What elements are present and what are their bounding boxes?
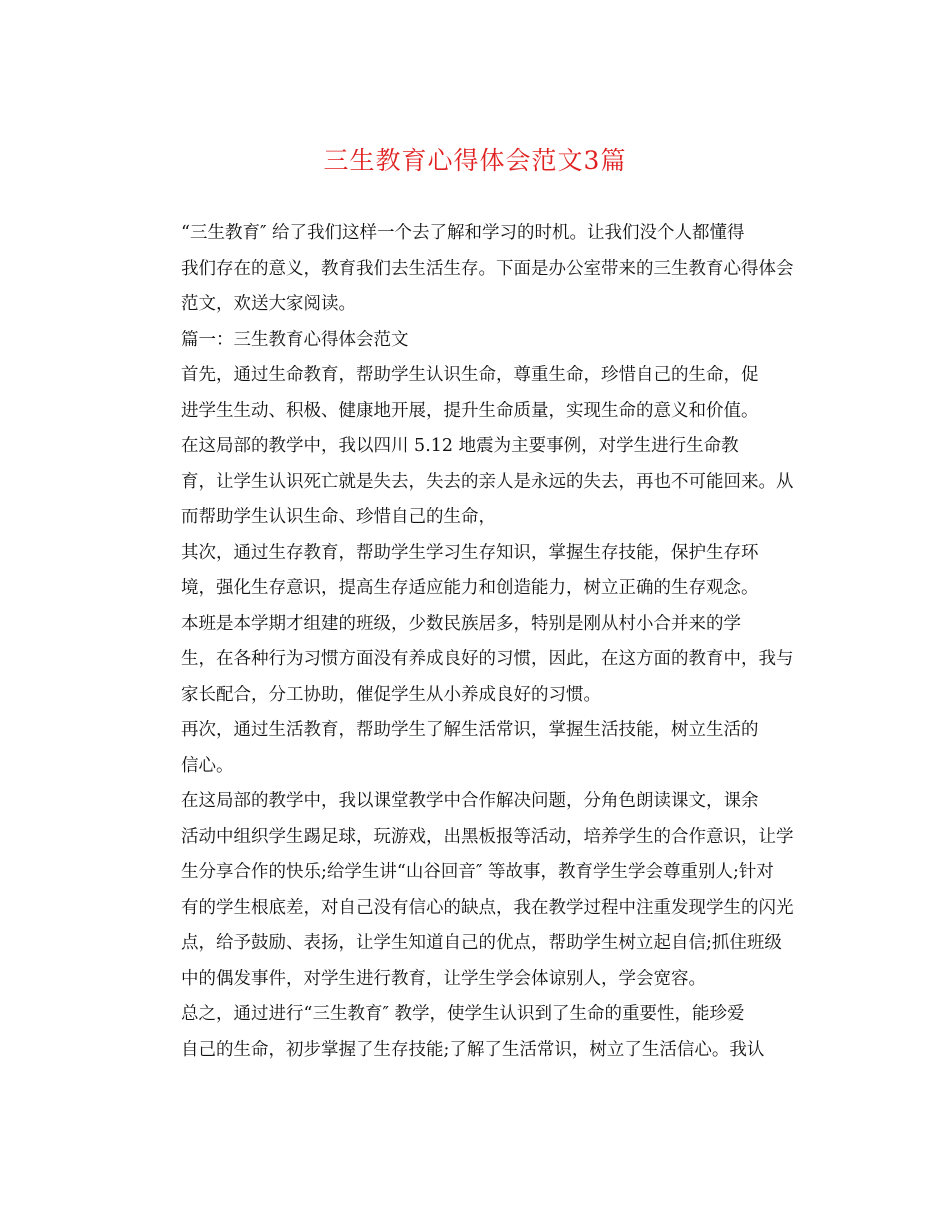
- paragraph-earthquake-example: [146, 429, 808, 536]
- text-line: 而帮助学生认识生命、珍惜自己的生命，: [181, 507, 496, 527]
- text-line: 信心。: [181, 755, 234, 776]
- text-line: 总之，通过进行“三生教育″ 教学，使学生认识到了生命的重要性，能珍爱: [181, 1004, 745, 1024]
- text-line: 境，强化生存意识，提高生存适应能力和创造能力，树立正确的生存观念。: [181, 578, 759, 598]
- text-line: 点，给予鼓励、表扬，让学生知道自己的优点，帮助学生树立起自信;抓住班级: [181, 933, 782, 953]
- section-heading: [146, 323, 808, 359]
- paragraph-life-education: [146, 358, 808, 429]
- text-line: 活动中组织学生踢足球，玩游戏，出黑板报等活动，培养学生的合作意识，让学: [181, 826, 794, 847]
- paragraph-conclusion: [146, 997, 808, 1068]
- text-line: 生，在各种行为习惯方面没有养成良好的习惯，因此，在这方面的教育中，我与: [181, 649, 794, 669]
- paragraph-survival-education: [146, 536, 808, 607]
- text-line: 首先，通过生命教育，帮助学生认识生命，尊重生命，珍惜自己的生命，促: [181, 365, 759, 385]
- text-line: 生分享合作的快乐;给学生讲“山谷回音″ 等故事，教育学生学会尊重别人;针对: [181, 862, 774, 882]
- text-line: 在这局部的教学中，我以课堂教学中合作解决问题，分角色朗读课文，课余: [181, 791, 759, 811]
- paragraph-intro: [146, 216, 808, 323]
- document-body: [146, 216, 808, 1068]
- paragraph-living-education: [146, 713, 808, 784]
- text-line: 自己的生命，初步掌握了生存技能;了解了生活常识，树立了生活信心。我认: [181, 1039, 765, 1060]
- text-line: 范文，欢送大家阅读。: [181, 294, 356, 314]
- text-line: “三生教育″ 给了我们这样一个去了解和学习的时机。让我们没个人都懂得: [181, 223, 745, 243]
- text-line: 再次，通过生活教育，帮助学生了解生活常识，掌握生活技能，树立生活的: [181, 720, 759, 740]
- text-line: 育，让学生认识死亡就是失去，失去的亲人是永远的失去，再也不可能回来。从: [181, 471, 794, 492]
- text-line: 本班是本学期才组建的班级，少数民族居多，特别是刚从村小合并来的学: [181, 613, 741, 634]
- text-line: 家长配合，分工协助，催促学生从小养成良好的习惯。: [181, 684, 601, 705]
- text-line: 我们存在的意义，教育我们去生活生存。下面是办公室带来的三生教育心得体会: [181, 258, 794, 279]
- text-line: 在这局部的教学中，我以四川 5.12 地震为主要事例，对学生进行生命教: [181, 436, 739, 456]
- text-line: 有的学生根底差，对自己没有信心的缺点，我在教学过程中注重发现学生的闪光: [181, 897, 794, 918]
- text-line: 中的偶发事件，对学生进行教育，让学生学会体谅别人，学会宽容。: [181, 968, 706, 989]
- paragraph-class-habits: [146, 607, 808, 714]
- text-line: 进学生生动、积极、健康地开展，提升生命质量，实现生命的意义和价值。: [181, 400, 759, 421]
- text-line: 其次，通过生存教育，帮助学生学习生存知识，掌握生存技能，保护生存环: [181, 542, 759, 563]
- text-line: 篇一：三生教育心得体会范文: [181, 329, 409, 350]
- paragraph-teaching-activities: [146, 784, 808, 997]
- document-title: 三生教育心得体会范文3篇: [323, 146, 627, 175]
